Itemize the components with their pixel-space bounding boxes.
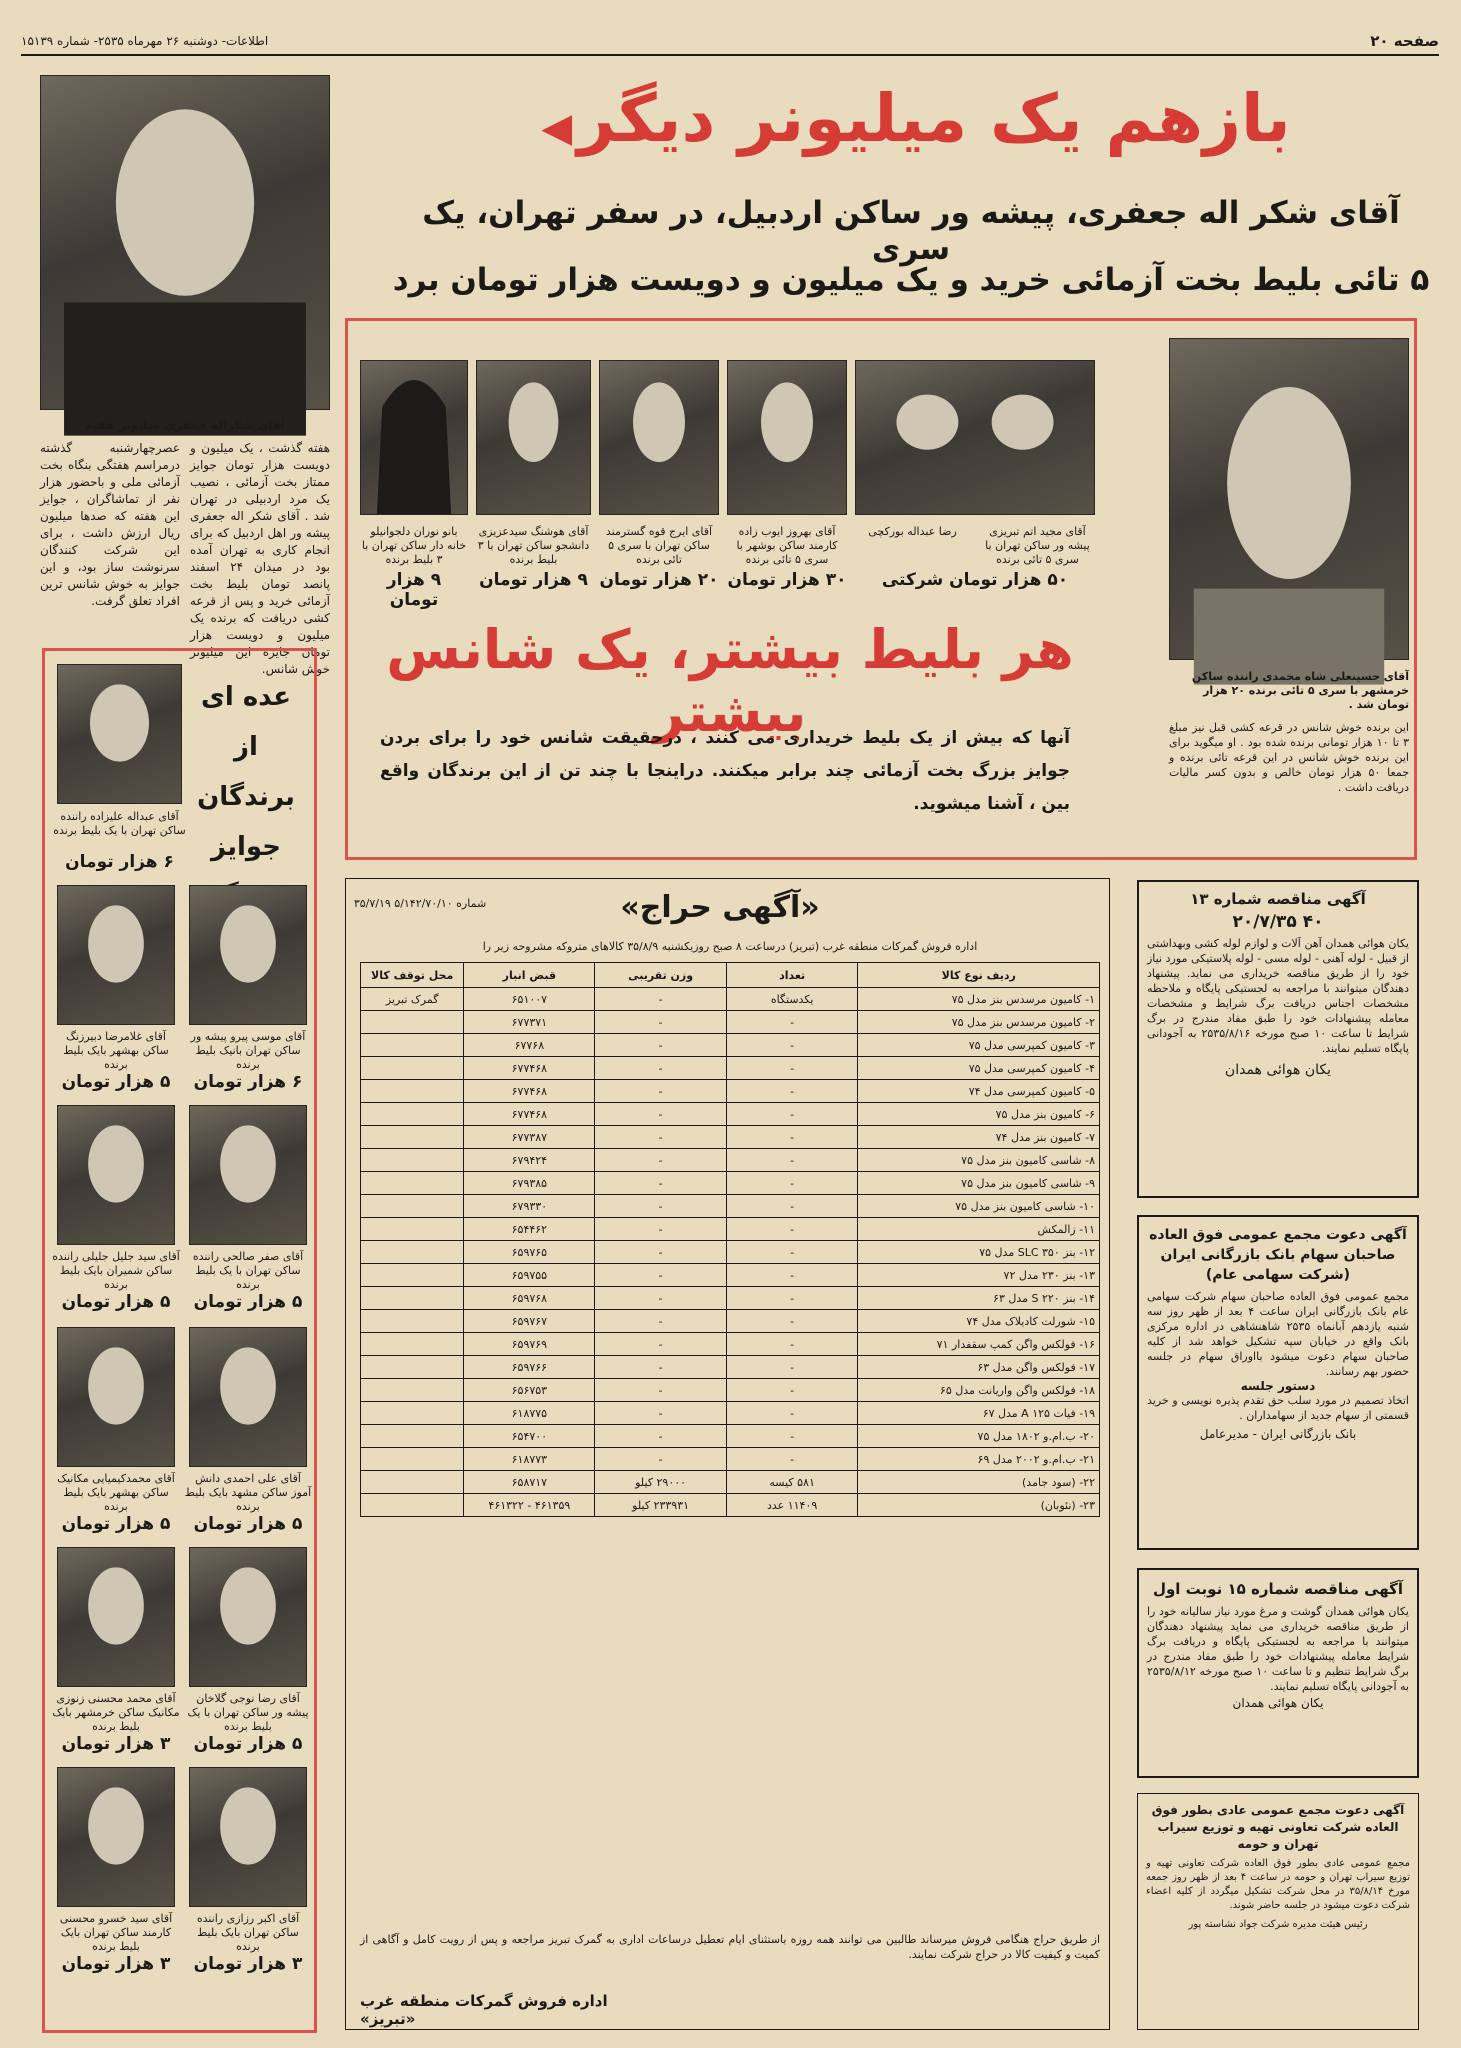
sidebar-prize-9: ۳ هزار تومان — [61, 1734, 171, 1754]
table-cell: - — [595, 1149, 726, 1172]
auction-signature: اداره فروش گمرکات منطقه غرب «تبریز» — [360, 1992, 608, 2028]
winner-photo-1 — [855, 360, 1095, 515]
table-cell — [361, 1172, 464, 1195]
sidebar-caption-2: آقای موسی پیرو پیشه ور ساکن تهران بانیک بلیط برنده — [190, 1030, 306, 1071]
table-cell — [361, 1103, 464, 1126]
table-cell — [361, 1218, 464, 1241]
ad-bank-signature: بانک بازرگانی ایران - مدیرعامل — [1199, 1427, 1357, 1441]
table-cell: ۶۷۹۳۸۵ — [464, 1172, 595, 1195]
lead-photo-caption: آقای شکراله جعفری میلیونر هفته — [85, 418, 285, 432]
table-cell: ۲- کامیون مرسدس بنز مدل ۷۵ — [858, 1011, 1100, 1034]
table-cell: - — [595, 1103, 726, 1126]
table-cell: ۱۳- بنز ۲۳۰ مدل ۷۲ — [858, 1264, 1100, 1287]
table-row — [361, 1310, 1100, 1333]
table-cell: - — [595, 1333, 726, 1356]
sidebar-photo-11 — [57, 1767, 175, 1907]
table-cell: - — [595, 1379, 726, 1402]
table-cell: ۲۳- (نئوبان) — [858, 1494, 1100, 1517]
table-row — [361, 1126, 1100, 1149]
table-cell: ۱۷- فولکس واگن مدل ۶۳ — [858, 1356, 1100, 1379]
table-cell: - — [726, 1287, 858, 1310]
table-cell: - — [726, 1448, 858, 1471]
sidebar-photo-1 — [57, 664, 182, 804]
table-cell: ۶۷۷۴۶۸ — [464, 1057, 595, 1080]
table-cell — [361, 1471, 464, 1494]
slogan: هر بلیط بیشتر، یک شانس بیشتر — [386, 618, 1074, 744]
table-cell: - — [726, 1218, 858, 1241]
table-row — [361, 1011, 1100, 1034]
col-item: ردیف نوع کالا — [858, 963, 1100, 988]
table-row — [361, 1379, 1100, 1402]
table-cell — [361, 1333, 464, 1356]
table-cell: ۱۸- فولکس واگن واریانت مدل ۶۵ — [858, 1379, 1100, 1402]
table-cell: - — [726, 1379, 858, 1402]
table-row — [361, 1034, 1100, 1057]
page-number: صفحه ۲۰ — [1370, 32, 1439, 50]
ad-tender-13 — [1137, 880, 1419, 1198]
table-cell: - — [595, 1172, 726, 1195]
table-cell: ۶۱۸۷۷۵ — [464, 1402, 595, 1425]
table-row — [361, 988, 1100, 1011]
table-cell: ۸- شاسی کامیون بنز مدل ۷۵ — [858, 1149, 1100, 1172]
col-count: تعداد — [726, 963, 858, 988]
table-cell: ۶۷۷۳۸۷ — [464, 1126, 595, 1149]
table-cell: ۶۵۴۴۶۲ — [464, 1218, 595, 1241]
table-cell: - — [595, 1218, 726, 1241]
table-cell: ۵- کامیون کمپرسی مدل ۷۴ — [858, 1080, 1100, 1103]
winner-photo-5 — [360, 360, 468, 515]
feature-text: این برنده خوش شانس در قرعه کشی قبل نیز مبلغ ۳ تا ۱۰ هزار تومانی برنده شده بود . او میگوید برای این برنده خوش شانس در این قرعه تائی برنده و جمعا ۵۰ هزار تومان خالص و بدون کسر مالیات دریافت داشت . — [1169, 721, 1409, 794]
table-row — [361, 1103, 1100, 1126]
table-cell — [361, 1356, 464, 1379]
auction-number: شماره ۵/۱۴۲/۷۰/۱۰ ۳۵/۷/۱۹ — [353, 897, 487, 910]
table-cell: ۱۹- فیات A ۱۲۵ مدل ۶۷ — [858, 1402, 1100, 1425]
table-cell: ۶۵۹۷۶۹ — [464, 1333, 595, 1356]
sidebar-prize-6: ۵ هزار تومان — [193, 1514, 303, 1534]
winner-prize-4: ۲۰ هزار تومان — [599, 570, 719, 590]
table-row — [361, 1425, 1100, 1448]
sidebar-photo-10 — [189, 1767, 307, 1907]
table-row — [361, 1195, 1100, 1218]
table-cell: گمرک تبریز — [361, 988, 464, 1011]
table-cell: ۶۵۹۷۶۶ — [464, 1356, 595, 1379]
table-cell: ۶۵۹۷۶۵ — [464, 1241, 595, 1264]
table-cell: ۲۳۳۹۳۱ کیلو — [595, 1494, 726, 1517]
table-cell: ۷- کامیون بنز مدل ۷۴ — [858, 1126, 1100, 1149]
table-cell: ۳- کامیون کمپرسی مدل ۷۵ — [858, 1034, 1100, 1057]
lead-text-right: هفته گذشت ، یک میلیون و دویست هزار تومان جوایز ممتاز بخت آزمائی ، نصیب یک مرد اردبیلی در تهران شد . آقای شکر اله جعفری پیشه ور اهل اردبیل که برای انجام کاری به تهران آمده بود در میدان ۲۴ اسفند پانصد تومان بلیط بخت آزمائی خرید و پس از قرعه کشی دریافت که برنده یک میلیون و دویست هزار تومان جایزه این میلیونر خوش شانس. — [190, 441, 330, 676]
table-cell: - — [595, 1425, 726, 1448]
table-cell: ۶۵۶۷۵۳ — [464, 1379, 595, 1402]
sidebar-caption-5: آقای سید جلیل جلیلی راننده ساکن شمیران بایک بلیط برنده — [52, 1250, 180, 1291]
ad-tender-13-signature: یکان هوائی همدان — [1224, 1062, 1332, 1078]
ad-coop-meeting — [1137, 1793, 1419, 2030]
table-row — [361, 1333, 1100, 1356]
table-cell: ۶۵۹۷۶۷ — [464, 1310, 595, 1333]
table-cell: - — [726, 1126, 858, 1149]
table-cell — [361, 1448, 464, 1471]
ad-bank-text: مجمع عمومی فوق العاده صاحبان سهام شرکت سهامی عام بانک بازرگانی ایران ساعت ۴ بعد از ظهر روز سه شنبه یازدهم آبانماه ۲۵۳۵ شاهنشاهی در اداره مرکزی بانک واقع در خیابان سپه تشکیل خواهد شد از کلیه صاحبان سهام دعوت میشود بااوراق سهام در جلسه حضور بهم رسانند. — [1147, 1290, 1410, 1378]
sidebar-prize-3: ۵ هزار تومان — [61, 1072, 171, 1092]
table-cell — [361, 1149, 464, 1172]
ad-bank-meeting — [1137, 1215, 1419, 1550]
table-row — [361, 1494, 1100, 1517]
ad-tender-13-number: ۴۰ ۲۰/۷/۳۵ — [1232, 912, 1324, 932]
table-cell: - — [726, 1011, 858, 1034]
table-cell: - — [595, 1126, 726, 1149]
sidebar-photo-3 — [57, 885, 175, 1025]
winner-prize-1: ۵۰ هزار تومان شرکتی — [881, 570, 1069, 590]
sidebar-photo-8 — [189, 1547, 307, 1687]
table-cell: ۶۷۷۳۷۱ — [464, 1011, 595, 1034]
table-row — [361, 1172, 1100, 1195]
ad-bank-title: آگهی دعوت مجمع عمومی فوق العاده صاحبان سهام بانک بازرگانی ایران (شرکت سهامی عام) — [1149, 1227, 1407, 1283]
table-row — [361, 1241, 1100, 1264]
table-row — [361, 1471, 1100, 1494]
ad-tender-15 — [1137, 1568, 1419, 1778]
table-cell: ۶- کامیون بنز مدل ۷۵ — [858, 1103, 1100, 1126]
sidebar-prize-1: ۶ هزار تومان — [65, 852, 174, 872]
table-row — [361, 1448, 1100, 1471]
winner-photo-4 — [476, 360, 591, 515]
table-row — [361, 1218, 1100, 1241]
ad-bank-agenda-label: دستور جلسه — [1240, 1379, 1316, 1393]
sidebar-caption-4: آقای صفر صالحی راننده ساکن تهران با یک بلیط برنده — [192, 1250, 304, 1291]
table-cell: ۲۰- ب.ام.و ۱۸۰۲ مدل ۷۵ — [858, 1425, 1100, 1448]
table-cell: - — [595, 1402, 726, 1425]
table-row — [361, 1356, 1100, 1379]
table-cell: - — [726, 1402, 858, 1425]
table-row — [361, 1402, 1100, 1425]
table-cell — [361, 1011, 464, 1034]
table-cell — [361, 1425, 464, 1448]
ad-coop-title: آگهی دعوت مجمع عمومی عادی بطور فوق العاده شرکت تعاونی تهیه و توزیع سیراب تهران و حومه — [1151, 1803, 1405, 1851]
sidebar-caption-10: آقای اکبر رزازی راننده ساکن تهران بایک بلیط برنده — [196, 1912, 300, 1953]
table-cell: ۲۲- (سود جامد) — [858, 1471, 1100, 1494]
table-cell: - — [726, 1103, 858, 1126]
table-cell: - — [726, 1149, 858, 1172]
sidebar-prize-2: ۶ هزار تومان — [193, 1072, 303, 1092]
headline-main: بازهم یک میلیونر دیگر ◀ — [541, 80, 1291, 157]
ad-tender-13-text: یکان هوائی همدان آهن آلات و لوازم لوله کشی وبهداشتی از قبیل - لوله آهنی - لوله مسی - لوله پلاستیکی مورد نیاز خود را از طریق مناقصه خریداری می نماید. پیشنهاد دهندگان میتوانند با مراجعه به لجستیکی پایگاه و ملاحظه مشخصات اجناس دریافت برگ شرایط و مشخصات معامله پیشنهادات خود را طبق مفاد مندرج در برگ شرایط تا ساعت ۱۰ صبح مورخه ۲۵۳۵/۸/۱۶ به آجودانی پایگاه تسلیم نمایند. — [1147, 937, 1409, 1055]
table-cell: ۱۱۴۰۹ عدد — [726, 1494, 858, 1517]
table-cell: ۶۷۷۶۸ — [464, 1034, 595, 1057]
table-cell — [361, 1241, 464, 1264]
table-cell: - — [595, 1264, 726, 1287]
sidebar-prize-7: ۵ هزار تومان — [61, 1514, 171, 1534]
table-cell: - — [726, 1034, 858, 1057]
table-cell: ۶۵۸۷۱۷ — [464, 1471, 595, 1494]
table-row — [361, 1264, 1100, 1287]
ad-tender-13-title: آگهی مناقصه شماره ۱۳ — [1190, 890, 1366, 908]
table-cell — [361, 1402, 464, 1425]
sidebar-photo-9 — [57, 1547, 175, 1687]
feature-paragraph: آنها که بیش از یک بلیط خریداری می کنند ، درحقیقت شانس خود را برای بردن جوایز بزرگ بخت آزمائی چند برابر میکنند. دراینجا با چند تن از این برندگان واقع بین ، آشنا میشوید. — [380, 728, 1070, 814]
table-cell: - — [726, 1195, 858, 1218]
table-cell: ۹- شاسی کامیون بنز مدل ۷۵ — [858, 1172, 1100, 1195]
masthead: اطلاعات- دوشنبه ۲۶ مهرماه ۲۵۳۵- شماره ۱۵۱۳۹ — [21, 34, 269, 48]
table-cell: - — [726, 1057, 858, 1080]
winner-photo-3 — [599, 360, 719, 515]
triangle-marker-icon: ◀ — [541, 105, 573, 151]
table-cell: - — [595, 1310, 726, 1333]
table-cell: - — [726, 1172, 858, 1195]
headline-sub-1: آقای شکر اله جعفری، پیشه ور ساکن اردبیل، در سفر تهران، یک سری — [422, 195, 1400, 267]
table-cell — [361, 1034, 464, 1057]
ad-bank-agenda: اتخاذ تصمیم در مورد سلب حق تقدم پذیره نویسی و خرید قسمتی از سهام جدید از سهامداران . — [1147, 1394, 1409, 1422]
table-row — [361, 1057, 1100, 1080]
table-cell: ۱۰- شاسی کامیون بنز مدل ۷۵ — [858, 1195, 1100, 1218]
table-cell: ۶۱۸۷۷۳ — [464, 1448, 595, 1471]
table-cell: ۱۵- شورلت کادیلاک مدل ۷۴ — [858, 1310, 1100, 1333]
table-cell: - — [726, 1333, 858, 1356]
table-cell: - — [595, 1287, 726, 1310]
table-cell: ۱۴- بنز ۲۲۰ S مدل ۶۳ — [858, 1287, 1100, 1310]
col-location: محل توقف کالا — [361, 963, 464, 988]
sidebar-photo-2 — [189, 885, 307, 1025]
winners-prizes — [360, 570, 1095, 610]
table-cell: - — [595, 988, 726, 1011]
sidebar-prize-11: ۳ هزار تومان — [61, 1954, 171, 1974]
winners-photo-strip — [360, 360, 1095, 515]
ad-tender-15-text: یکان هوائی همدان گوشت و مرغ مورد نیاز سالیانه خود را از طریق مناقصه خریداری می نماید پیشنهاد دهندگان میتوانند با مراجعه به لجستیکی پایگاه و دریافت برگ شرایط معامله پیشنهادات خود را طبق مفاد مندرج در برگ شرایط تنظیم و تا ساعت ۱۰ صبح مورخه ۲۵۳۵/۸/۱۲ به آجودانی پایگاه تسلیم نمایند. — [1147, 1605, 1409, 1693]
table-cell: یکدستگاه — [726, 988, 858, 1011]
sidebar-caption-9: آقای محمد محسنی زنوزی مکانیک ساکن خرمشهر بایک بلیط برنده — [52, 1692, 180, 1733]
table-cell — [361, 1264, 464, 1287]
table-cell: ۶۷۷۴۶۸ — [464, 1103, 595, 1126]
feature-caption: آقای حسینعلی شاه محمدی راننده ساکن خرمشهر با سری ۵ تائی برنده ۲۰ هزار تومان شد . — [1191, 670, 1409, 711]
sidebar-prize-8: ۵ هزار تومان — [193, 1734, 303, 1754]
winner-caption-5: آقای هوشنگ سیدعزیزی دانشجو ساکن تهران با ۳ بلیط برنده — [477, 525, 590, 566]
table-cell — [361, 1379, 464, 1402]
ad-coop-signature: رئیس هیئت مدیره شرکت جواد نشاسته پور — [1188, 1919, 1368, 1930]
winner-prize-3: ۳۰ هزار تومان — [727, 570, 847, 590]
sidebar-grid — [52, 662, 312, 2024]
table-row — [361, 1287, 1100, 1310]
sidebar-photo-7 — [57, 1327, 175, 1467]
table-cell: ۶۷۷۴۶۸ — [464, 1080, 595, 1103]
sidebar-caption-7: آقای محمدکیمیایی مکانیک ساکن بهشهر بایک بلیط برنده — [57, 1472, 175, 1513]
ad-tender-15-signature: یکان هوائی همدان — [1232, 1696, 1324, 1710]
table-cell: - — [595, 1080, 726, 1103]
table-cell: ۱- کامیون مرسدس بنز مدل ۷۵ — [858, 988, 1100, 1011]
table-cell — [361, 1494, 464, 1517]
sidebar-prize-5: ۵ هزار تومان — [61, 1292, 171, 1312]
table-cell: - — [726, 1080, 858, 1103]
table-cell: ۶۵۹۷۵۵ — [464, 1264, 595, 1287]
table-cell — [361, 1287, 464, 1310]
table-cell: ۶۵۱۰۰۷ — [464, 988, 595, 1011]
sidebar-photo-4 — [189, 1105, 307, 1245]
table-cell: - — [595, 1011, 726, 1034]
sidebar-photo-6 — [189, 1327, 307, 1467]
table-cell: ۱۱- زالمکش — [858, 1218, 1100, 1241]
col-receipt: قبض انبار — [464, 963, 595, 988]
table-cell: - — [726, 1425, 858, 1448]
lead-photo — [40, 75, 330, 410]
table-cell: - — [595, 1195, 726, 1218]
table-cell: ۵۸۱ کیسه — [726, 1471, 858, 1494]
table-cell: ۶۷۹۳۳۰ — [464, 1195, 595, 1218]
winner-caption-6: بانو نوران دلجوانیلو خانه دار ساکن تهران با ۳ بلیط برنده — [361, 525, 467, 566]
table-cell: - — [595, 1034, 726, 1057]
sidebar-prize-10: ۳ هزار تومان — [193, 1954, 303, 1974]
table-cell: ۲۹۰۰۰ کیلو — [595, 1471, 726, 1494]
table-cell: ۶۵۴۷۰۰ — [464, 1425, 595, 1448]
table-cell: - — [726, 1264, 858, 1287]
sidebar-prize-4: ۵ هزار تومان — [193, 1292, 303, 1312]
winner-caption-3: آقای بهروز ایوب زاده کارمند ساکن بوشهر با سری ۵ تائی برنده — [736, 525, 838, 566]
lead-text-left: عصرچهارشنبه گذشته درمراسم هفتگی بنگاه بخت آزمائی ملی و باحضور هزار نفر از تماشاگران ، جوایز این هفته که صدها میلیون ریال ارزش داشت ، برای این شرکت کنندگان سرنوشت ساز بود، و این جوایز به خوش شانس ترین افراد تعلق گرفت. — [40, 441, 180, 608]
winner-prize-6: ۹ هزار تومان — [386, 570, 442, 610]
sidebar-caption-8: آقای رضا نوجی گلاخان پیشه ور ساکن تهران با یک بلیط برنده — [187, 1692, 309, 1733]
table-cell — [361, 1195, 464, 1218]
table-cell: - — [726, 1310, 858, 1333]
table-cell — [361, 1310, 464, 1333]
feature-photo — [1169, 338, 1409, 660]
auction-intro: اداره فروش گمرکات منطقه غرب (تبریز) درساعت ۸ صبح روزیکشنبه ۳۵/۸/۹ کالاهای متروکه مشروحه زیر را — [482, 940, 978, 953]
sidebar-caption-6: آقای علی احمدی دانش آموز ساکن مشهد بایک بلیط برنده — [184, 1472, 312, 1513]
table-cell: - — [595, 1241, 726, 1264]
ad-tender-15-title: آگهی مناقصه شماره ۱۵ نوبت اول — [1152, 1580, 1404, 1598]
table-cell — [361, 1057, 464, 1080]
ad-coop-text: مجمع عمومی عادی بطور فوق العاده شرکت تعاونی تهیه و توزیع سیراب تهران و حومه در ساعت ۴ بعد از ظهر روز جمعه مورخ ۳۵/۸/۱۴ در محل شرکت تشکیل میگردد از کلیه اعضاء شرکت دعوت میشود در جلسه حاضر شوند. — [1146, 1858, 1410, 1911]
auction-table-header — [361, 963, 1100, 988]
table-cell: - — [595, 1448, 726, 1471]
winner-prize-5: ۹ هزار تومان — [479, 570, 588, 590]
table-cell: ۱۲- بنز ۳۵۰ SLC مدل ۷۵ — [858, 1241, 1100, 1264]
table-cell: ۶۵۹۷۶۸ — [464, 1287, 595, 1310]
page-header — [21, 30, 1439, 56]
table-cell: ۴۶۱۳۵۹ - ۴۶۱۳۲۲ — [464, 1494, 595, 1517]
table-cell: ۲۱- ب.ام.و ۲۰۰۲ مدل ۶۹ — [858, 1448, 1100, 1471]
sidebar-caption-11: آقای سید خسرو محسنی کارمند ساکن تهران بایک بلیط برنده — [59, 1912, 173, 1953]
table-cell — [361, 1080, 464, 1103]
sidebar-photo-5 — [57, 1105, 175, 1245]
table-cell: - — [726, 1356, 858, 1379]
table-cell: - — [595, 1057, 726, 1080]
table-cell — [361, 1126, 464, 1149]
headline-sub-2: ۵ تائی بلیط بخت آزمائی خرید و یک میلیون و دویست هزار تومان برد — [392, 262, 1430, 298]
winner-caption-4: آقای ایرج قوه گسترمند ساکن تهران با سری ۵ تائی برنده — [605, 525, 713, 566]
winner-caption-2: رضا عبداله بورکچی — [868, 525, 957, 538]
sidebar-caption-3: آقای غلامرضا دبیرزنگ ساکن بهشهر بایک بلیط برنده — [63, 1030, 169, 1071]
winner-caption-1: آقای مجید اتم تبریزی پیشه ور ساکن تهران با سری ۵ تائی برنده — [985, 525, 1090, 566]
auction-table — [360, 962, 1100, 1517]
table-cell: - — [726, 1241, 858, 1264]
winner-photo-2 — [727, 360, 847, 515]
col-weight: وزن تقریبی — [595, 963, 726, 988]
table-cell: ۴- کامیون کمپرسی مدل ۷۵ — [858, 1057, 1100, 1080]
auction-footer: از طریق حراج هنگامی فروش میرساند طالبین می توانند همه روزه باستثنای ایام تعطیل درساعات اداری به گمرک تبریز مراجعه و پس از رویت کامل و آگاهی از کمیت و کیفیت کالا در حراج شرکت نمایند. — [360, 1933, 1100, 1961]
table-row — [361, 1149, 1100, 1172]
sidebar-caption-1: آقای عبداله علیزاده راننده ساکن تهران با یک بلیط برنده — [53, 810, 186, 837]
auction-title: «آگهی حراج» — [620, 890, 820, 925]
table-cell: ۱۶- فولکس واگن کمپ سقفدار ۷۱ — [858, 1333, 1100, 1356]
sidebar-title: عده ای از برندگان جوایز — [197, 682, 295, 862]
table-cell: ۶۷۹۴۲۴ — [464, 1149, 595, 1172]
table-row — [361, 1080, 1100, 1103]
table-cell: - — [595, 1356, 726, 1379]
